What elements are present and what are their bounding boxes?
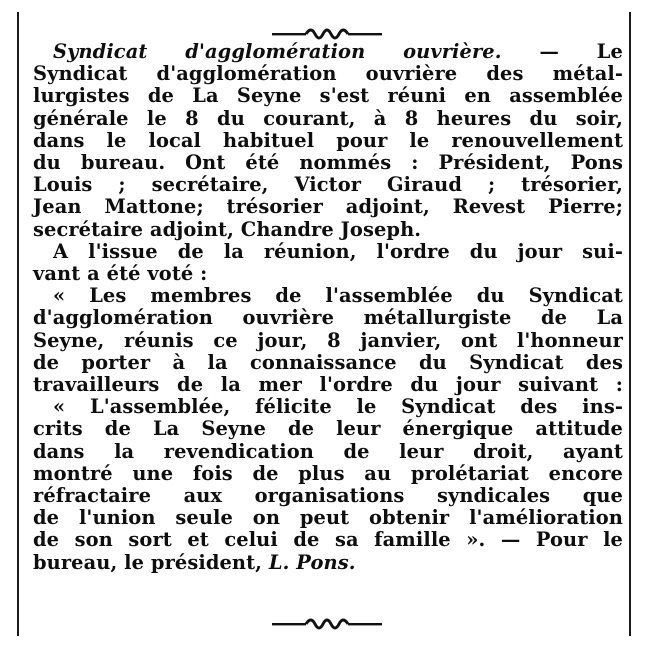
text-run: montré une fois de plus au prolétariat encore xyxy=(33,461,623,485)
text-run: dans la revendication de leur droit, ayant xyxy=(33,439,623,463)
text-run: secrétaire adjoint, Chandre Joseph. xyxy=(33,217,422,241)
text-line xyxy=(33,219,623,241)
text-line xyxy=(33,396,623,418)
text-line xyxy=(33,441,623,463)
column-rule-left xyxy=(17,12,19,636)
text-run: Louis ; secrétaire, Victor Giraud ; trésorier, xyxy=(33,173,623,197)
text-line xyxy=(33,174,623,196)
text-line xyxy=(33,418,623,440)
text-line xyxy=(33,196,623,218)
text-line xyxy=(33,374,623,396)
text-line xyxy=(33,241,623,263)
text-run: de l'union seule on peut obtenir l'amélioration xyxy=(33,506,623,530)
text-run: « L'assemblée, félicite le Syndicat des ins- xyxy=(53,395,623,419)
text-line xyxy=(33,63,623,85)
article-body xyxy=(33,41,623,574)
text-run: Jean Mattone; trésorier adjoint, Revest Pierre; xyxy=(33,195,623,219)
text-line xyxy=(33,130,623,152)
text-line xyxy=(33,352,623,374)
text-run: bureau, le président, xyxy=(33,550,269,574)
text-line xyxy=(33,529,623,551)
text-run: vant a été voté : xyxy=(33,262,208,286)
column-rule-right xyxy=(629,12,631,636)
text-run: réfractaire aux organisations syndicales que xyxy=(33,484,623,508)
text-run: crits de La Seyne de leur énergique attitude xyxy=(33,417,623,441)
text-run: travailleurs de la mer l'ordre du jour suivant : xyxy=(33,373,623,397)
text-line xyxy=(33,285,623,307)
text-line xyxy=(33,485,623,507)
text-line xyxy=(33,463,623,485)
bottom-ornament-icon xyxy=(272,616,382,632)
text-run: lurgistes de La Seyne s'est réuni en assemblée xyxy=(33,84,623,108)
text-run: Syndicat d'agglomération ouvrière des métal- xyxy=(33,62,623,86)
text-run: A l'issue de la réunion, l'ordre du jour sui- xyxy=(53,239,623,263)
text-line xyxy=(33,330,623,352)
text-run: de porter à la connaissance du Syndicat des xyxy=(33,350,623,374)
text-line xyxy=(33,41,623,63)
text-line xyxy=(33,307,623,329)
text-run: du bureau. Ont été nommés : Président, Pons xyxy=(33,151,623,175)
text-line xyxy=(33,507,623,529)
text-run: « Les membres de l'assemblée du Syndicat xyxy=(53,284,623,308)
text-run: générale le 8 du courant, à 8 heures du soir, xyxy=(33,106,623,130)
text-run: dans le local habituel pour le renouvellement xyxy=(33,128,623,152)
text-line xyxy=(33,85,623,107)
text-line xyxy=(33,552,623,574)
text-line xyxy=(33,108,623,130)
article-title: Syndicat d'agglomération ouvrière. xyxy=(53,40,502,63)
text-line xyxy=(33,152,623,174)
signature-name: L. Pons. xyxy=(268,550,356,574)
text-line xyxy=(33,263,623,285)
text-run: d'agglomération ouvrière métallurgiste de La xyxy=(33,306,623,330)
text-run: de son sort et celui de sa famille ». — Pour le xyxy=(33,528,623,552)
text-run: — Le xyxy=(501,40,623,63)
text-run: Seyne, réunis ce jour, 8 janvier, ont l'honneur xyxy=(33,328,623,352)
